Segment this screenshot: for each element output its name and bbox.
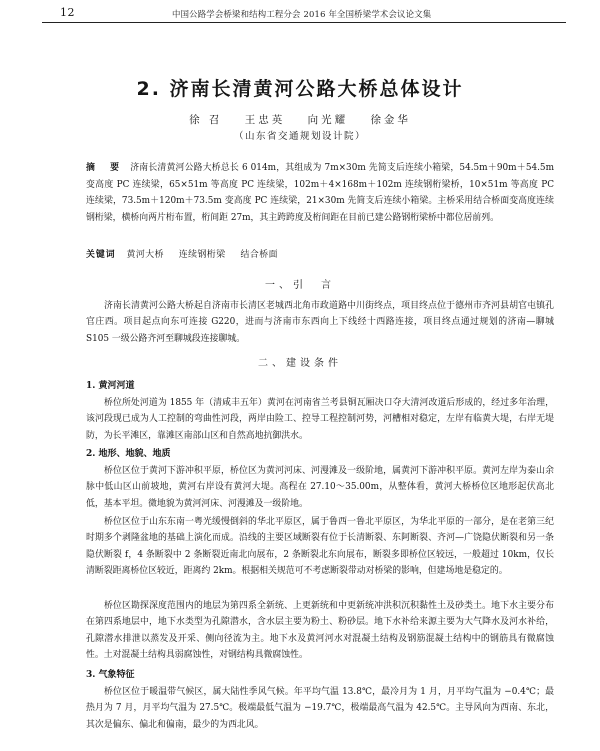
keywords-label: 关键词 xyxy=(86,250,116,260)
subsection-heading-terrain: 2. 地形、地貌、地质 xyxy=(86,449,171,459)
author-name: 向光耀 xyxy=(307,114,349,126)
keywords xyxy=(86,247,554,263)
author-affiliation: （山东省交通规划设计院） xyxy=(233,131,366,142)
intro-paragraph: 济南长清黄河公路大桥起自济南市长清区老城西北角市政道路中川街终点，项目终点位于德州市齐河县胡官屯镇孔官庄西。项目起点向东可连接 G220，进而与济南市东西向上下线经十西路连接，项目终点通过规划的济南—聊城 S105 一级公路齐河至聊城段连接聊城。 xyxy=(86,301,554,344)
author-name: 徐金华 xyxy=(370,114,411,126)
subsection-heading-river: 1. 黄河河道 xyxy=(86,381,135,391)
keyword: 连续钢桁梁 xyxy=(178,250,226,260)
abstract-text: 济南长清黄河公路大桥总长 6 014m，其组成为 7m×30m 先简支后连续小箱梁，54.5m＋90m＋54.5m 变高度 PC 连续梁，65×51m 等高度 PC 连续梁，102m＋4×168m＋102m 连续钢桁梁桥，10×51m 等高度 PC 连续梁，73.5m＋120m＋73.5m 变高度 PC 连续梁，21×30m 先简支后连续小箱梁。主桥采用结合桥面变高度连续钢桁梁，横桥向两片桁布置，桁间距 27m，其主跨跨度及桁间距在目前已建公路钢桁梁桥中都位居前列。 xyxy=(86,163,554,223)
climate-paragraph: 桥位区位于暖温带气候区，属大陆性季风气候。年平均气温 13.8℃，最冷月为 1 月，月平均气温为 −0.4℃；最热月为 7 月，月平均气温为 27.5℃。极端最低气温为 −19.7℃，极端最高气温为 42.5℃。主导风向为西南、东北，其次是偏东、偏北和偏南，最少的为西北风。 xyxy=(86,687,554,730)
journal-title: 中国公路学会桥梁和结构工程分会 2016 年全国桥梁学术会议论文集 xyxy=(172,9,432,19)
fault-paragraph: 桥位区位于山东东南一粤光缓慢倒斜的华北平原区，属于鲁西一鲁北平原区，为华北平原的一部分，是在老第三纪时期多个剥隆盆地的基础上演化而成。沿线的主要区域断裂有位于长清断裂、东阿断裂、齐河—广饶隐伏断裂和另一条隐伏断裂 f，4 条断裂中 2 条断裂近南北向展布，2 条断裂北东向展布，断裂多即桥位区较远，一般超过 10km，仅长清断裂距离桥位区较近，距离约 2km。根据相关规范可不考虑断裂带动对桥梁的影响，但建场地是稳定的。 xyxy=(86,517,554,577)
keyword: 结合桥面 xyxy=(240,250,278,260)
running-header xyxy=(42,6,566,23)
author-list xyxy=(0,112,600,127)
subsection-heading-climate: 3. 气象特征 xyxy=(86,670,135,680)
author-name: 徐 召 xyxy=(189,114,223,126)
section-heading-conditions: 二、建设条件 xyxy=(258,358,342,369)
section-heading-introduction: 一、引 言 xyxy=(265,280,335,291)
author-name: 王忠英 xyxy=(244,114,286,126)
page-number: 12 xyxy=(60,6,75,19)
keyword: 黄河大桥 xyxy=(126,250,164,260)
groundwater-paragraph: 桥位区勘探深度范围内的地层为第四系全新统、上更新统和中更新统冲洪积沉积黏性土及砂类土。地下水主要分布在第四系地层中，地下水类型为孔隙潜水，含水层主要为粉土、粉砂层。地下水补给来源主要为大气降水及河水补给，孔隙潜水排泄以蒸发及开采、侧向径流为主。地下水及黄河河水对混凝土结构及钢筋混凝土结构中的钢筋具有微腐蚀性。土对混凝土结构具弱腐蚀性，对钢结构具微腐蚀性。 xyxy=(86,601,554,661)
abstract-label: 摘 要 xyxy=(86,163,123,173)
paper-title: 2. 济南长清黄河公路大桥总体设计 xyxy=(136,78,464,100)
river-paragraph: 桥位所处河道为 1855 年（清咸丰五年）黄河在河南省兰考县铜瓦厢决口夺大清河改道后形成的，经过多年治理，该河段现已成为人工控制的弯曲性河段，两岸由险工、控导工程控制河势，河槽相对稳定，左岸有临黄大堤，右岸无堤防，为长平滩区，靠滩区南部山区和自然高地抗御洪水。 xyxy=(86,398,554,441)
abstract xyxy=(86,160,554,226)
terrain-paragraph: 桥位区位于黄河下游冲积平原，桥位区为黄河河床、河漫滩及一级阶地，属黄河下游冲积平原。黄河左岸为泰山余脉中低山区山前坡地，黄河右岸设有黄河大堤。高程在 27.10～35.00m，从整体看，黄河大桥桥位区地形起伏高北低，基本平坦。微地貌为黄河河床、河漫滩及一级阶地。 xyxy=(86,466,554,509)
